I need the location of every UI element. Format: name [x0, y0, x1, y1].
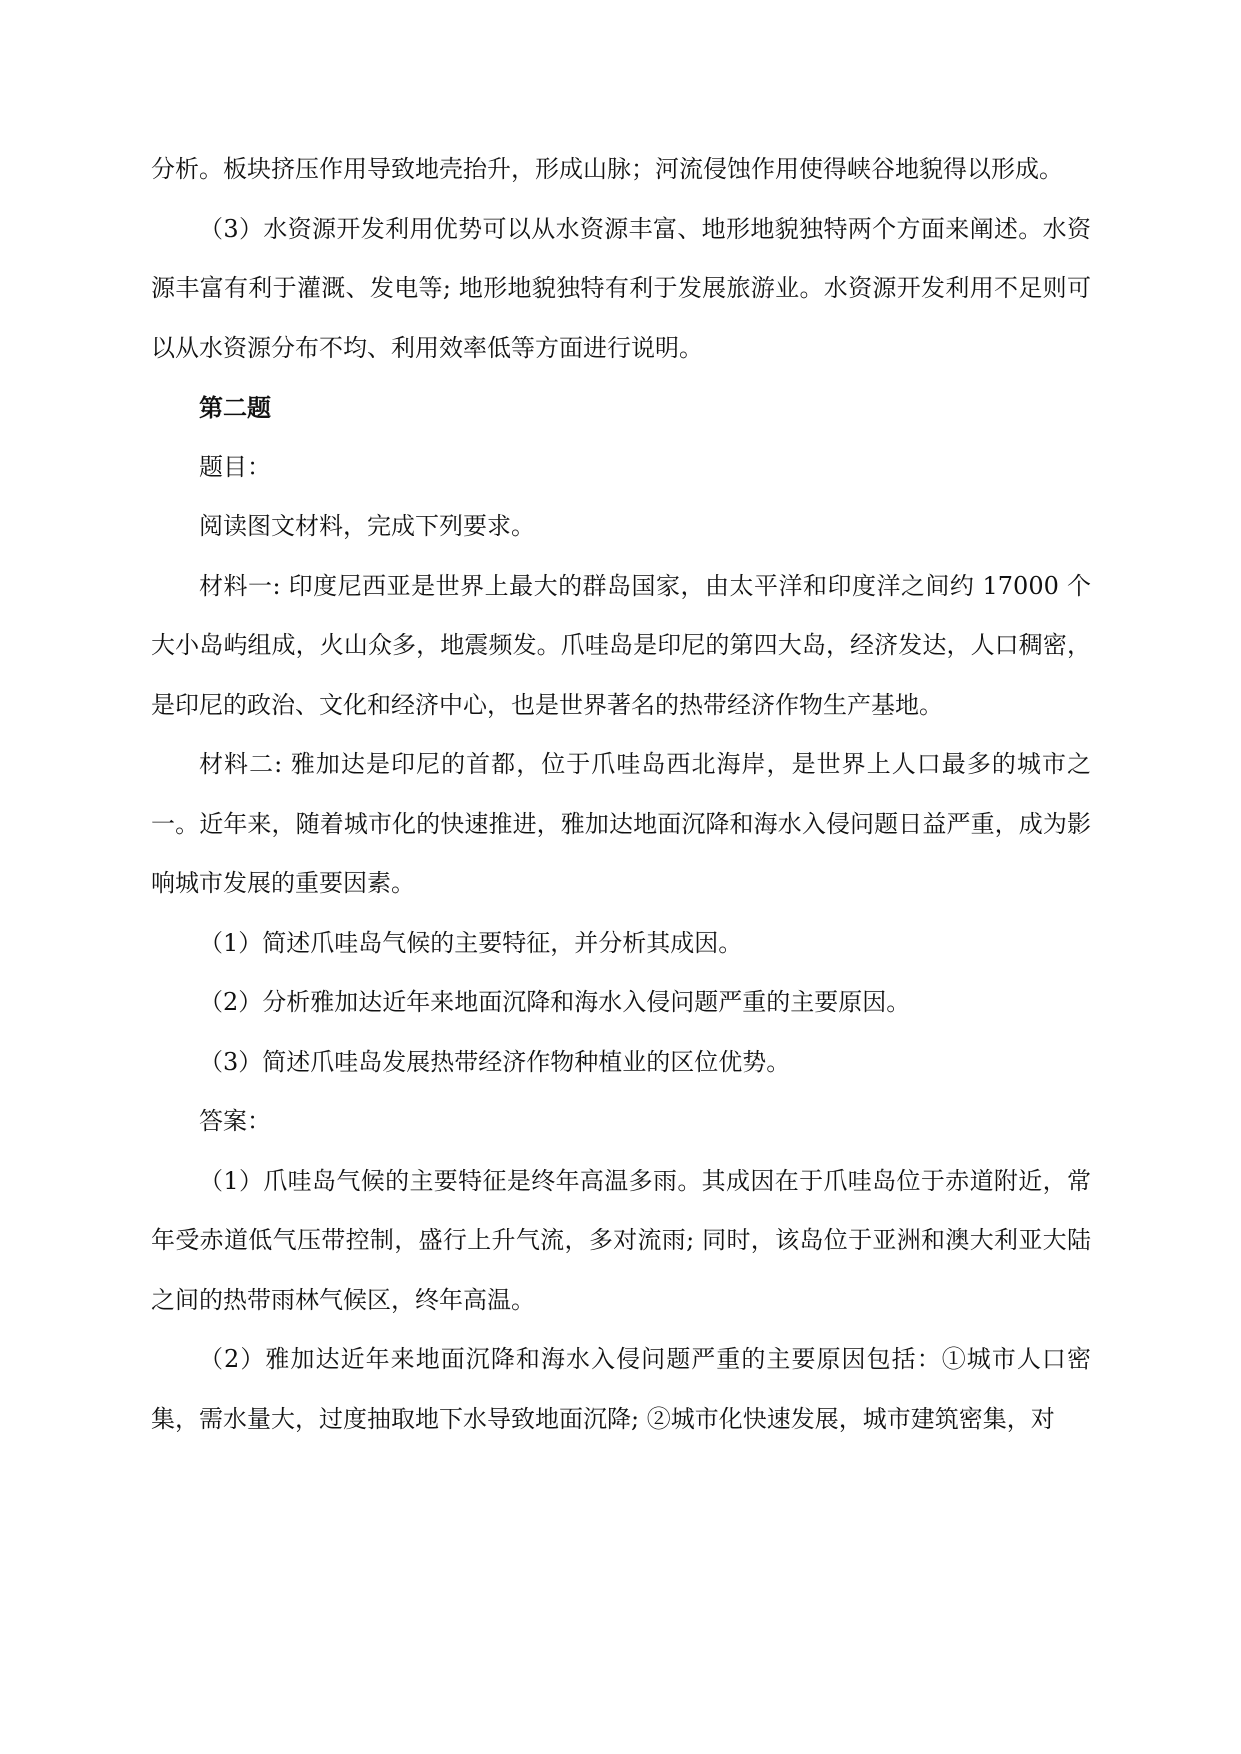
document-page — [151, 140, 1091, 1449]
section-title: 第二题 — [199, 393, 271, 422]
answer-label: 答案： — [199, 1107, 271, 1135]
paragraph-analysis-continued: 分析。板块挤压作用导致地壳抬升，形成山脉；河流侵蚀作用使得峡谷地貌得以形成。 — [151, 155, 1063, 183]
answer-1: （1）爪哇岛气候的主要特征是终年高温多雨。其成因在于爪哇岛位于赤道附近，常年受赤道低气压带控制，盛行上升气流，多对流雨; 同时，该岛位于亚洲和澳大利亚大陆之间的热带雨林气候区，终年高温。 — [151, 1166, 1091, 1314]
question-2: （2）分析雅加达近年来地面沉降和海水入侵问题严重的主要原因。 — [199, 988, 911, 1016]
question-1: （1）简述爪哇岛气候的主要特征，并分析其成因。 — [199, 928, 743, 957]
question-3: （3）简述爪哇岛发展热带经济作物种植业的区位优势。 — [199, 1047, 791, 1076]
material-2-paragraph: 材料二: 雅加达是印尼的首都，位于爪哇岛西北海岸，是世界上人口最多的城市之一。近年来，随着城市化的快速推进，雅加达地面沉降和海水入侵问题日益严重，成为影响城市发展的重要因素。 — [151, 750, 1091, 897]
paragraph-answer-3: （3）水资源开发利用优势可以从水资源丰富、地形地貌独特两个方面来阐述。水资源丰富有利于灌溉、发电等; 地形地貌独特有利于发展旅游业。水资源开发利用不足则可以从水资源分布不均、利用效率低等方面进行说明。 — [151, 214, 1091, 362]
question-label: 题目： — [199, 452, 271, 481]
material-1-paragraph: 材料一: 印度尼西亚是世界上最大的群岛国家，由太平洋和印度洋之间约 17000 个大小岛屿组成，火山众多，地震频发。爪哇岛是印尼的第四大岛，经济发达，人口稠密，是印尼的政治、文化和经济中心，也是世界著名的热带经济作物生产基地。 — [151, 571, 1091, 719]
instruction-paragraph: 阅读图文材料，完成下列要求。 — [199, 512, 535, 540]
answer-2: （2）雅加达近年来地面沉降和海水入侵问题严重的主要原因包括：①城市人口密集，需水量大，过度抽取地下水导致地面沉降; ②城市化快速发展，城市建筑密集，对 — [151, 1345, 1091, 1433]
